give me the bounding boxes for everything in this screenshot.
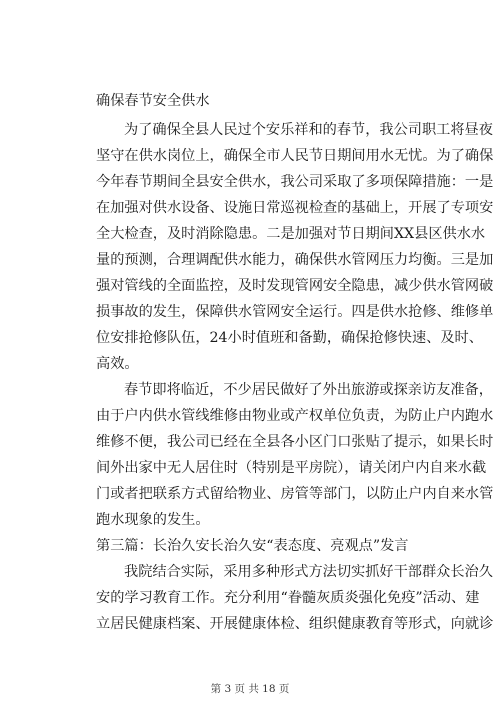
paragraph-line: 坚守在供水岗位上，确保全市人民节日期间用水无忧。为了确保 <box>96 148 494 164</box>
paragraph-line: 门或者把联系方式留给物业、房管等部门，以防止户内自来水管 <box>96 486 494 502</box>
paragraph-line: 安的学习教育工作。充分利用“眷髓灰质炎强化免疫”活动、建 <box>96 590 480 606</box>
paragraph-line: 在加强对供水设备、设施日常巡视检查的基础上，开展了专项安 <box>96 200 494 216</box>
paragraph-line: 春节即将临近，不少居民做好了外出旅游或探亲访友准备， <box>124 382 493 398</box>
paragraph-line: 为了确保全县人民过个安乐祥和的春节，我公司职工将昼夜 <box>124 122 493 138</box>
paragraph-line: 维修不便，我公司已经在全县各小区门口张贴了提示，如果长时 <box>96 434 494 450</box>
paragraph-line: 间外出家中无人居住时（特别是平房院），请关闭户内自来水截 <box>96 460 487 476</box>
chapter-heading: 第三篇：长治久安长治久安“表态度、亮观点”发言 <box>96 538 409 554</box>
paragraph-line: 今年春节期间全县安全供水，我公司采取了多项保障措施：一是 <box>96 174 494 190</box>
paragraph-line: 量的预测，合理调配供水能力，确保供水管网压力均衡。三是加 <box>96 252 494 268</box>
paragraph-line: 强对管线的全面监控，及时发现管网安全隐患，减少供水管网破 <box>96 278 494 294</box>
section-title: 确保春节安全供水 <box>96 93 210 109</box>
page-number-footer: 第 3 页 共 18 页 <box>210 683 290 695</box>
paragraph-line: 位安排抢修队伍，24小时值班和备勤，确保抢修快速、及时、 <box>96 330 483 346</box>
paragraph-line: 由于户内供水管线维修由物业或产权单位负责，为防止户内跑水 <box>96 408 494 424</box>
paragraph-line: 损事故的发生，保障供水管网安全运行。四是供水抢修、维修单 <box>96 304 494 320</box>
paragraph-line: 我院结合实际，采用多种形式方法切实抓好干部群众长治久 <box>124 564 493 580</box>
paragraph-line: 跑水现象的发生。 <box>96 512 210 528</box>
paragraph-line: 全大检查，及时消除隐患。二是加强对节日期间XX县区供水水 <box>96 226 486 242</box>
paragraph-line: 高效。 <box>96 356 139 372</box>
paragraph-line: 立居民健康档案、开展健康体检、组织健康教育等形式，向就诊 <box>96 616 494 632</box>
